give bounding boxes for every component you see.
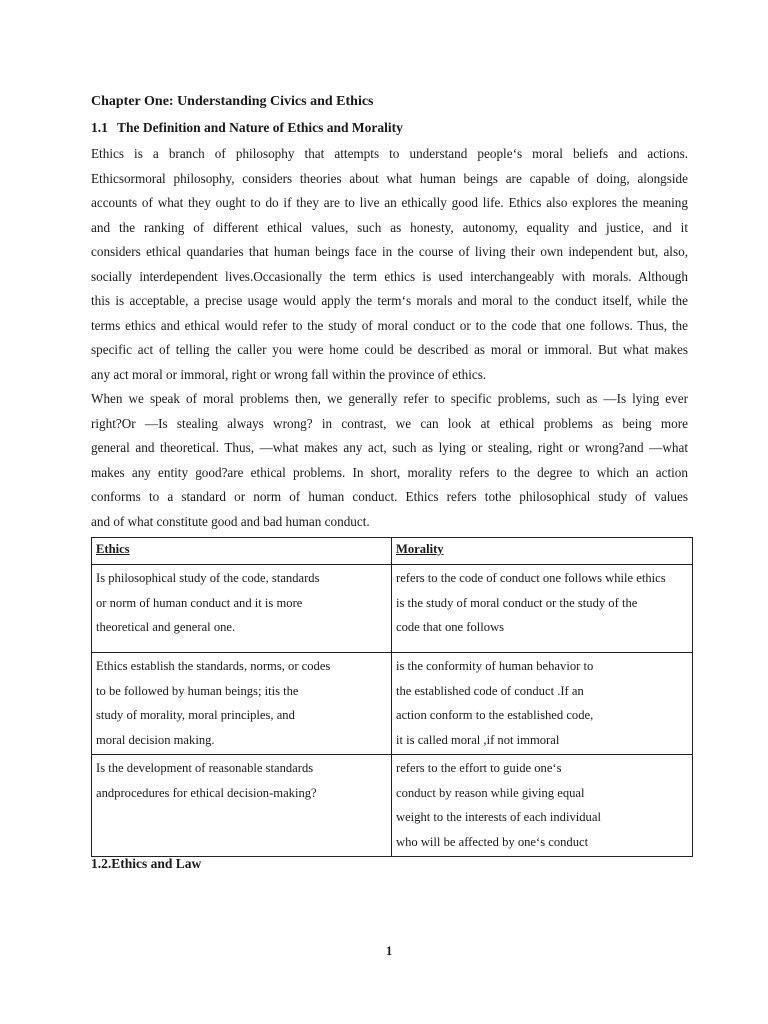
cell-line: study of morality, moral principles, and xyxy=(96,708,295,722)
cell-line: refers to the effort to guide one‘s xyxy=(396,761,562,775)
ethics-cell xyxy=(92,755,392,857)
paragraph-line: any act moral or immoral, right or wrong fall within the province of ethics. xyxy=(91,366,487,382)
header-morality: Morality xyxy=(396,542,444,556)
cell-line: andprocedures for ethical decision-making? xyxy=(96,785,317,800)
paragraph-line: socially interdependent lives.Occasionally the term ethics is used interchangeably with morals. Although xyxy=(91,268,688,284)
cell-line: code that one follows xyxy=(396,620,505,634)
table-row xyxy=(92,565,693,653)
subsection-title: 1.2.Ethics and Law xyxy=(91,856,202,871)
morality-cell xyxy=(392,755,693,857)
paragraph-line: right?Or ―Is stealing always wrong? in contrast, we can look at ethical problems as being more xyxy=(91,415,688,431)
section-number: 1.1 xyxy=(91,120,108,135)
cell-line: theoretical and general one. xyxy=(96,620,236,634)
morality-cell xyxy=(392,565,693,653)
ethics-morality-table xyxy=(91,537,693,857)
cell-line: conduct by reason while giving equal xyxy=(396,785,585,800)
paragraph-line: conforms to a standard or norm of human conduct. Ethics refers tothe philosophical study of values xyxy=(91,489,688,504)
paragraph-line: considers ethical quandaries that human beings face in the course of living their own independent but, also, xyxy=(91,244,688,259)
cell-line: it is called moral ,if not immoral xyxy=(396,732,560,747)
ethics-cell xyxy=(92,565,392,653)
cell-line: is the study of moral conduct or the study of the xyxy=(396,595,638,610)
cell-line: to be followed by human beings; itis the xyxy=(96,683,299,698)
cell-line: Ethics establish the standards, norms, or codes xyxy=(96,659,331,673)
table-row xyxy=(92,755,693,857)
paragraph-line: makes any entity good?are ethical problems. In short, morality refers to the degree to which an action xyxy=(91,464,688,480)
paragraph-line: When we speak of moral problems then, we generally refer to specific problems, such as ―Is lying ever xyxy=(91,391,688,406)
table-header-row xyxy=(92,538,693,565)
paragraph-line: Ethicsormoral philosophy, considers theories about what human beings are capable of doing, alongside xyxy=(91,170,688,186)
cell-line: or norm of human conduct and it is more xyxy=(96,595,303,610)
cell-line: weight to the interests of each individual xyxy=(396,810,601,824)
section-heading xyxy=(91,120,403,136)
cell-line: the established code of conduct .If an xyxy=(396,683,584,698)
paragraph-line: general and theoretical. Thus, ―what makes any act, such as lying or stealing, right or wrong?and ―what xyxy=(91,440,688,455)
cell-line: who will be affected by one‘s conduct xyxy=(396,834,589,849)
paragraph-line: accounts of what they ought to do if they are to live an ethically good life. Ethics also explores the meaning xyxy=(91,195,688,210)
paragraph-line: Ethics is a branch of philosophy that attempts to understand people‘s moral beliefs and actions. xyxy=(91,146,688,161)
paragraph-definition xyxy=(91,142,688,387)
table-header-cell xyxy=(392,538,693,565)
table-header-cell xyxy=(92,538,392,565)
paragraph-moral-problems xyxy=(91,387,688,534)
paragraph-line: and the ranking of different ethical values, such as honesty, autonomy, equality and justice, and it xyxy=(91,219,688,235)
paragraph-line: and of what constitute good and bad human conduct. xyxy=(91,513,370,529)
paragraph-line: this is acceptable, a precise usage would apply the term‘s morals and moral to the conduct itself, while the xyxy=(91,293,688,308)
paragraph-line: specific act of telling the caller you were home could be described as moral or immoral. But what makes xyxy=(91,342,688,357)
cell-line: action conform to the established code, xyxy=(396,708,594,722)
paragraph-line: terms ethics and ethical would refer to the study of moral conduct or to the code that one follows. Thus, the xyxy=(91,317,688,333)
cell-line: moral decision making. xyxy=(96,732,215,747)
cell-line: Is philosophical study of the code, standards xyxy=(96,571,320,585)
morality-cell xyxy=(392,653,693,755)
header-ethics: Ethics xyxy=(96,542,130,556)
cell-line: Is the development of reasonable standards xyxy=(96,761,314,775)
section-title-text: The Definition and Nature of Ethics and Morality xyxy=(117,120,403,135)
chapter-title: Chapter One: Understanding Civics and Ethics xyxy=(91,94,374,109)
cell-line: is the conformity of human behavior to xyxy=(396,659,594,673)
page-number: 1 xyxy=(386,944,393,958)
cell-line: refers to the code of conduct one follows while ethics xyxy=(396,571,666,585)
table-row xyxy=(92,653,693,755)
ethics-cell xyxy=(92,653,392,755)
